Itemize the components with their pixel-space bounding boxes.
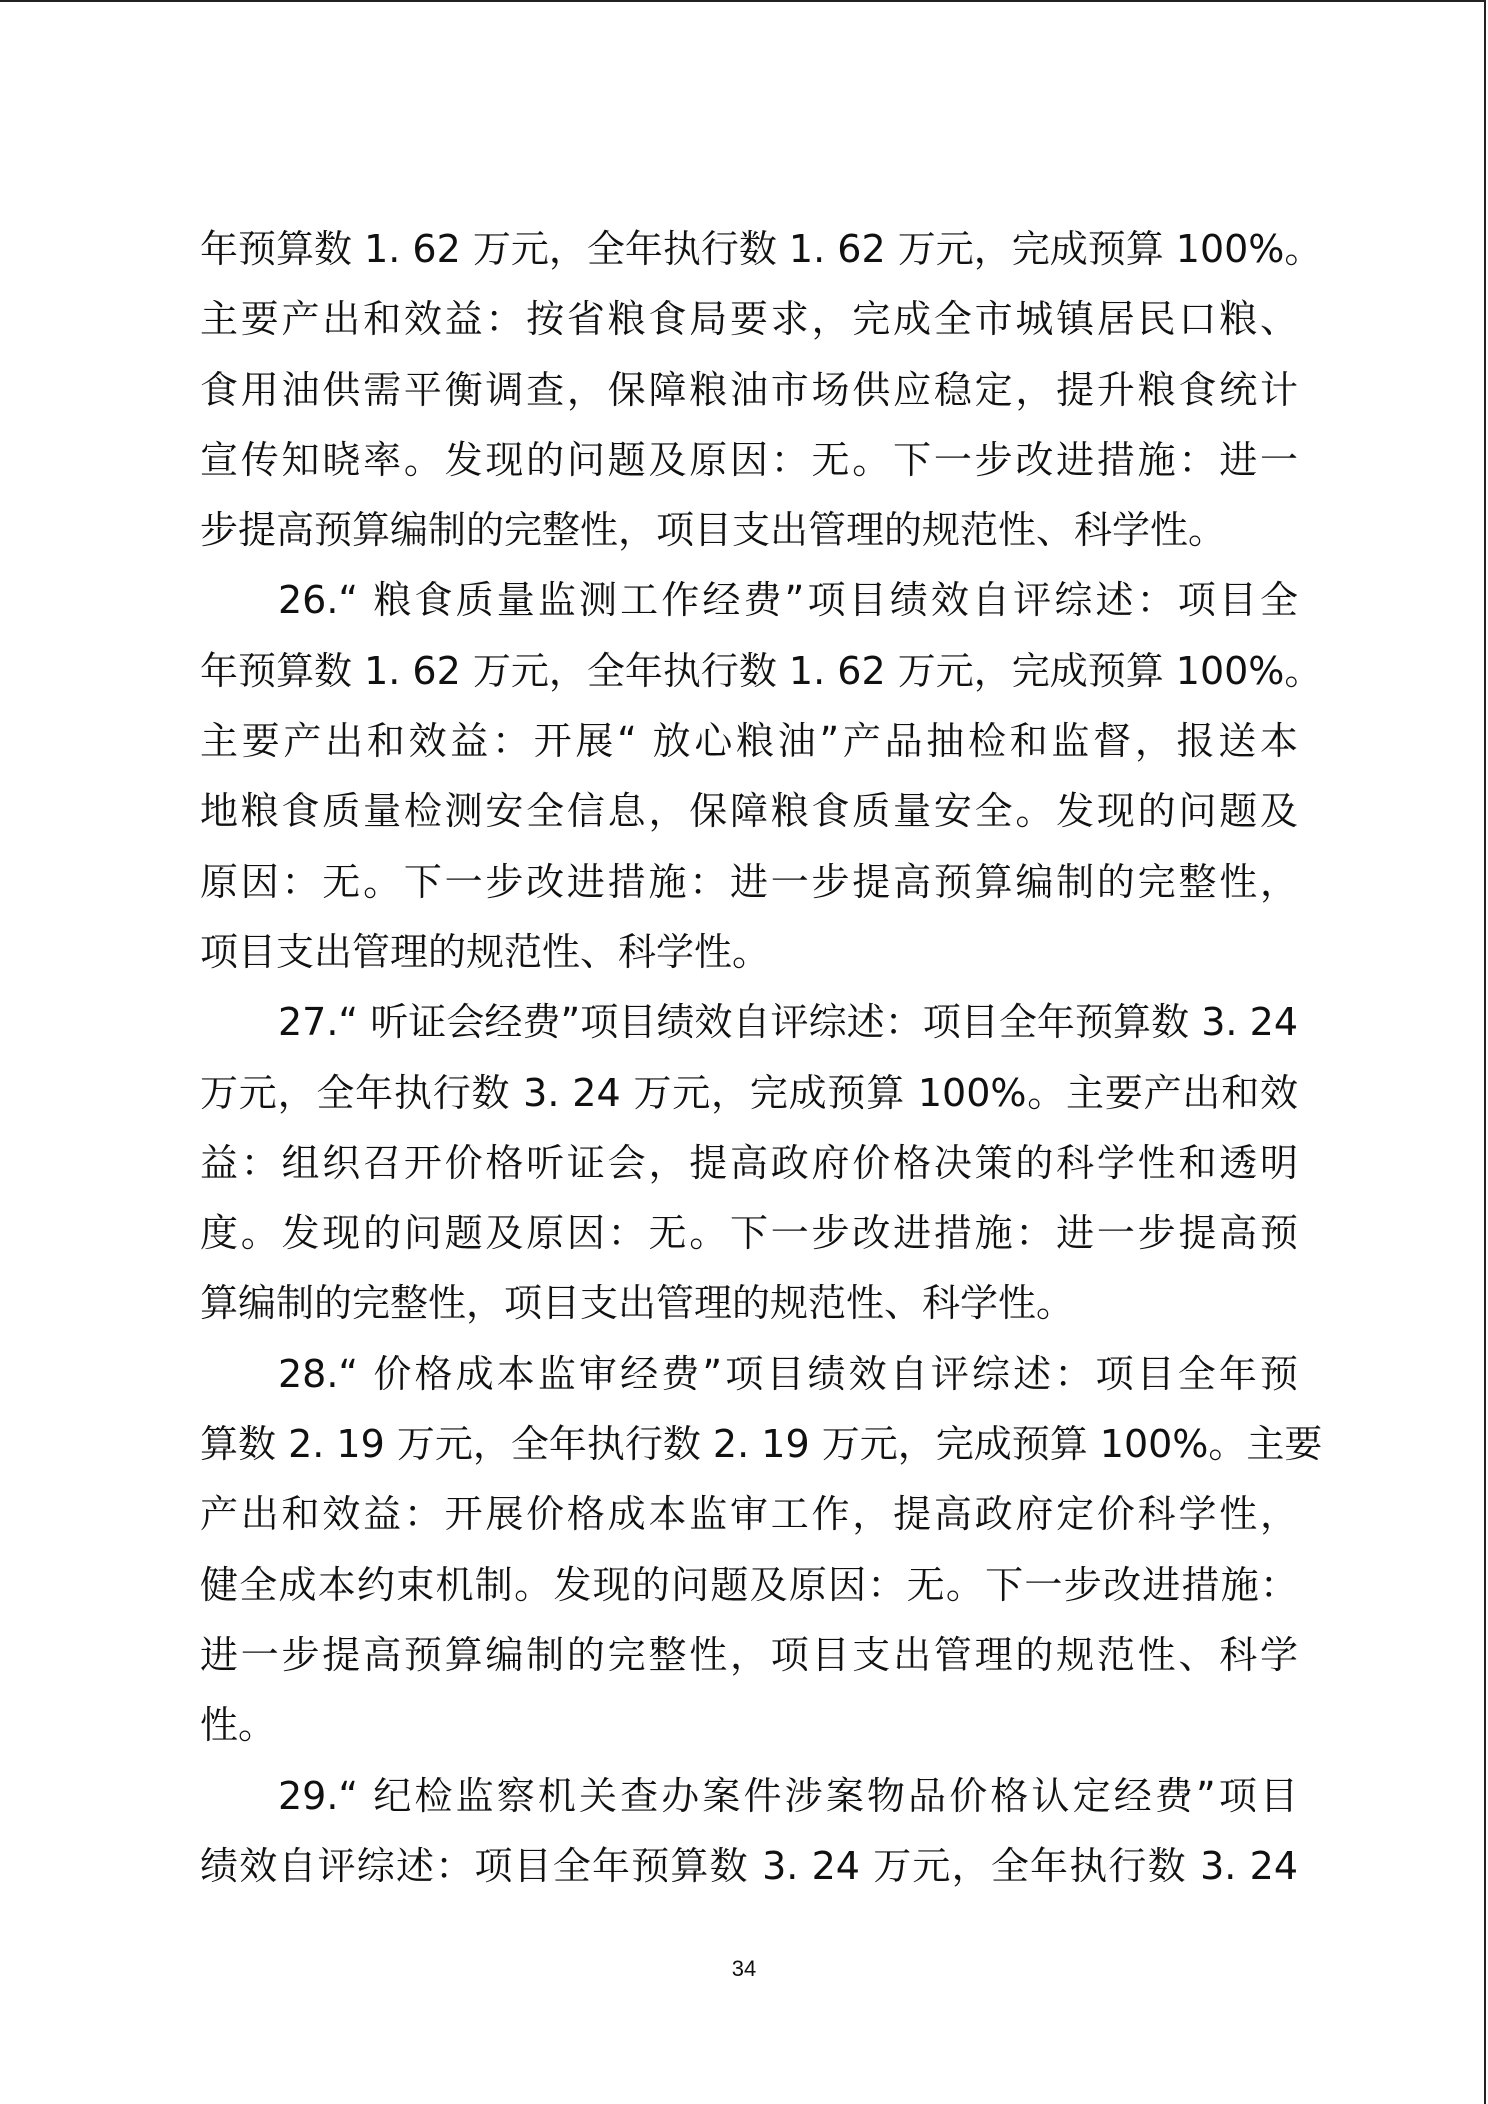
text-line: 27.“ 听证会经费”项目绩效自评综述：项目全年预算数 3. 24 bbox=[278, 1000, 1298, 1045]
text-line: 年预算数 1. 62 万元，全年执行数 1. 62 万元，完成预算 100%。 bbox=[200, 648, 1323, 693]
text-line: 29.“ 纪检监察机关查办案件涉案物品价格认定经费”项目 bbox=[278, 1773, 1298, 1818]
text-line: 地粮食质量检测安全信息，保障粮食质量安全。发现的问题及 bbox=[200, 789, 1298, 834]
text-line: 年预算数 1. 62 万元，全年执行数 1. 62 万元，完成预算 100%。 bbox=[200, 227, 1323, 271]
text-line: 步提高预算编制的完整性，项目支出管理的规范性、科学性。 bbox=[200, 508, 1227, 553]
text-line: 原因：无。下一步改进措施：进一步提高预算编制的完整性， bbox=[200, 859, 1298, 904]
text-line: 主要产出和效益：开展“ 放心粮油”产品抽检和监督，报送本 bbox=[200, 719, 1298, 764]
text-line: 万元，全年执行数 3. 24 万元，完成预算 100%。主要产出和效 bbox=[200, 1070, 1298, 1115]
text-line: 绩效自评综述：项目全年预算数 3. 24 万元，全年执行数 3. 24 bbox=[200, 1843, 1298, 1888]
text-line: 28.“ 价格成本监审经费”项目绩效自评综述：项目全年预 bbox=[278, 1351, 1298, 1396]
text-line: 产出和效益：开展价格成本监审工作，提高政府定价科学性， bbox=[200, 1492, 1298, 1537]
text-line: 性。 bbox=[200, 1703, 277, 1748]
text-line: 度。发现的问题及原因：无。下一步改进措施：进一步提高预 bbox=[200, 1211, 1298, 1256]
text-line: 算编制的完整性，项目支出管理的规范性、科学性。 bbox=[200, 1281, 1075, 1326]
text-line: 进一步提高预算编制的完整性，项目支出管理的规范性、科学 bbox=[200, 1632, 1298, 1677]
text-line: 算数 2. 19 万元，全年执行数 2. 19 万元，完成预算 100%。主要 bbox=[200, 1422, 1323, 1467]
text-line: 项目支出管理的规范性、科学性。 bbox=[200, 929, 771, 974]
body-text bbox=[200, 214, 1323, 1901]
text-line: 宣传知晓率。发现的问题及原因：无。下一步改进措施：进一 bbox=[200, 437, 1298, 482]
text-line: 食用油供需平衡调查，保障粮油市场供应稳定，提升粮食统计 bbox=[200, 367, 1298, 412]
text-line: 26.“ 粮食质量监测工作经费”项目绩效自评综述：项目全 bbox=[278, 578, 1298, 623]
text-line: 主要产出和效益：按省粮食局要求，完成全市城镇居民口粮、 bbox=[200, 297, 1298, 342]
text-line: 益：组织召开价格听证会，提高政府价格决策的科学性和透明 bbox=[200, 1140, 1298, 1185]
text-line: 健全成本约束机制。发现的问题及原因：无。下一步改进措施： bbox=[200, 1562, 1298, 1607]
page-number: 34 bbox=[731, 1956, 757, 1981]
